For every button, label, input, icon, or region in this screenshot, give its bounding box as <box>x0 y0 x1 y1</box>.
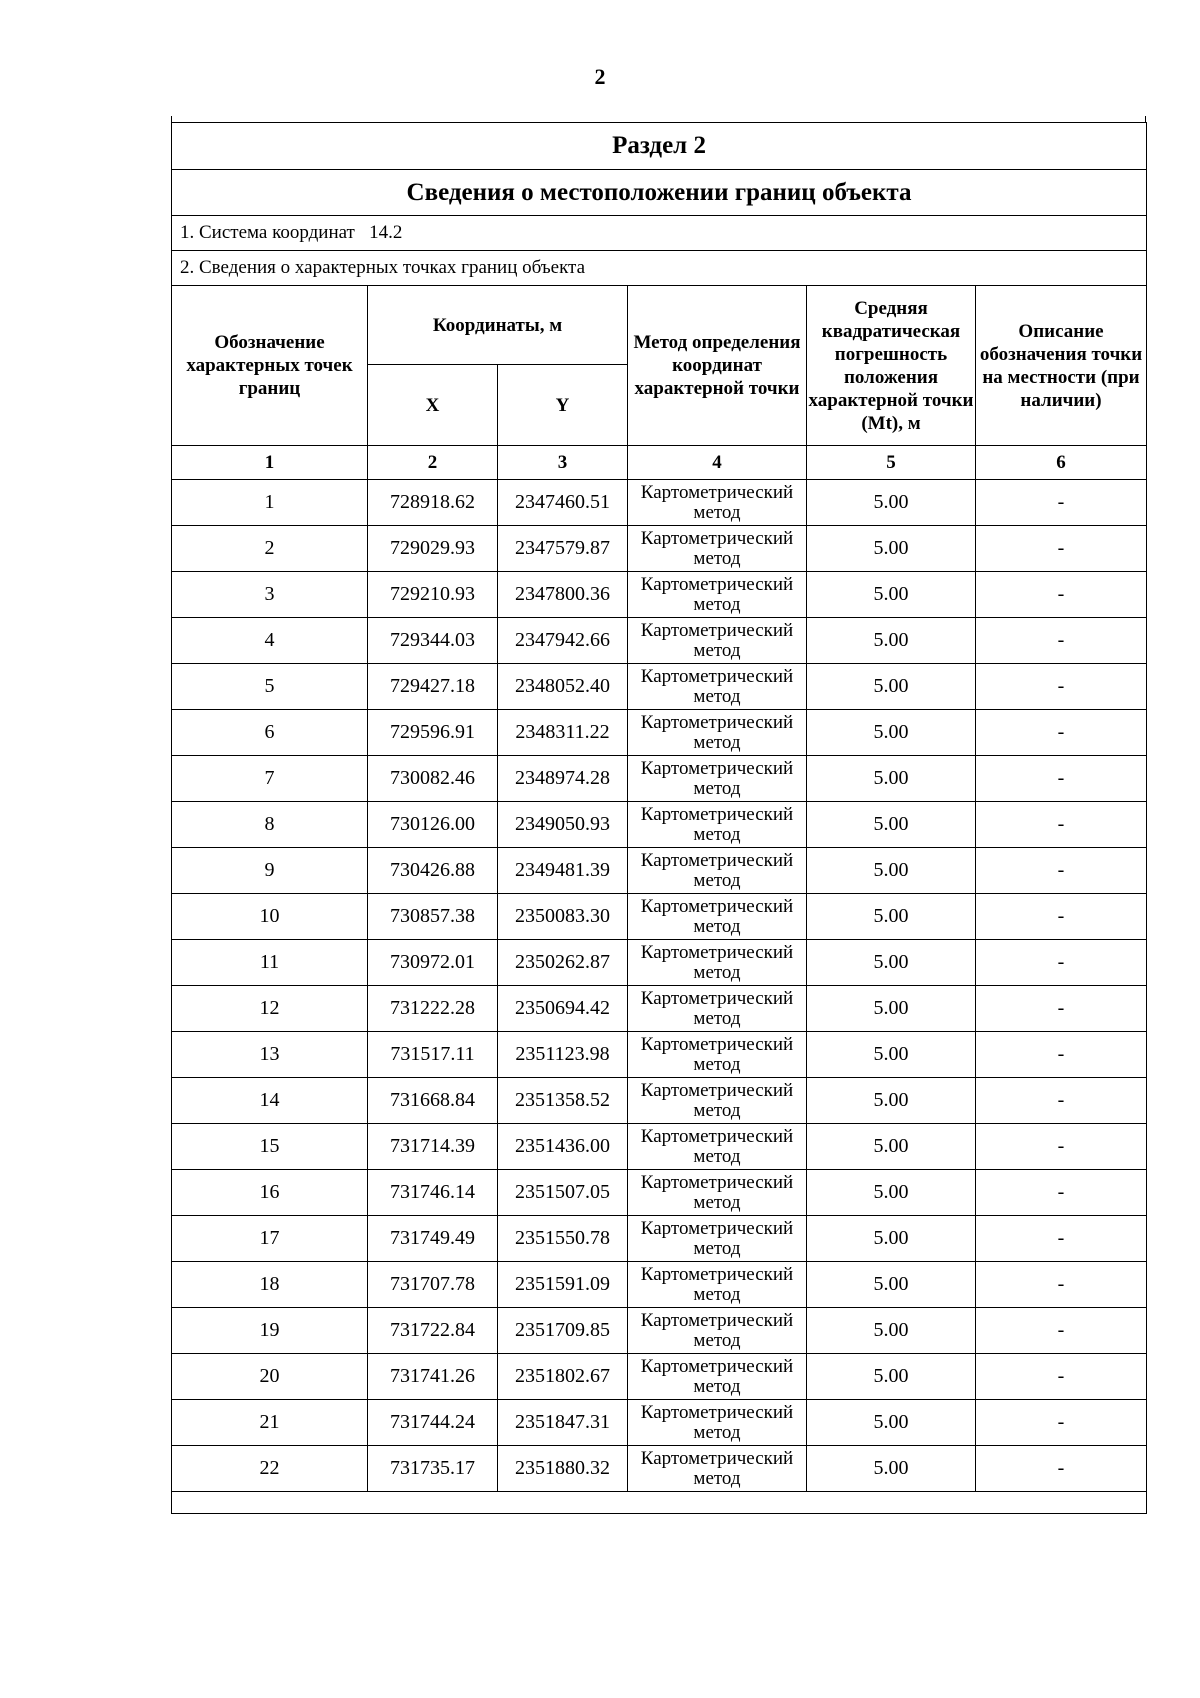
table-row <box>172 572 1147 618</box>
table-row <box>172 1216 1147 1262</box>
document-frame <box>171 116 1146 1514</box>
table-row <box>172 802 1147 848</box>
method-text: Картометрический метод <box>640 528 794 569</box>
method-cell <box>628 756 807 802</box>
description-cell: - <box>976 1124 1147 1170</box>
method-text: Картометрический метод <box>640 988 794 1029</box>
accuracy-cell: 5.00 <box>807 894 976 940</box>
coord-system-line <box>172 216 1147 251</box>
method-cell <box>628 618 807 664</box>
x-coordinate-cell: 730126.00 <box>368 802 498 848</box>
section-subtitle: Сведения о местоположении границ объекта <box>172 170 1147 216</box>
point-number-cell: 11 <box>172 940 368 986</box>
x-coordinate-cell: 731722.84 <box>368 1308 498 1354</box>
description-cell: - <box>976 802 1147 848</box>
y-coordinate-cell: 2347800.36 <box>498 572 628 618</box>
table-row <box>172 986 1147 1032</box>
method-cell <box>628 526 807 572</box>
accuracy-cell: 5.00 <box>807 1124 976 1170</box>
accuracy-cell: 5.00 <box>807 1170 976 1216</box>
table-footer-row <box>172 1492 1147 1514</box>
header-coordinates: Координаты, м <box>368 286 628 365</box>
y-coordinate-cell: 2347942.66 <box>498 618 628 664</box>
header-method: Метод определения координат характерной точки <box>628 286 807 446</box>
y-coordinate-cell: 2351591.09 <box>498 1262 628 1308</box>
table-row <box>172 710 1147 756</box>
accuracy-cell: 5.00 <box>807 1446 976 1492</box>
accuracy-cell: 5.00 <box>807 802 976 848</box>
y-coordinate-cell: 2348052.40 <box>498 664 628 710</box>
method-cell <box>628 986 807 1032</box>
accuracy-cell: 5.00 <box>807 1308 976 1354</box>
column-number: 3 <box>498 446 628 480</box>
method-cell <box>628 848 807 894</box>
point-number-cell: 8 <box>172 802 368 848</box>
description-cell: - <box>976 1032 1147 1078</box>
point-number-cell: 1 <box>172 480 368 526</box>
method-text: Картометрический метод <box>640 712 794 753</box>
y-coordinate-cell: 2351880.32 <box>498 1446 628 1492</box>
method-cell <box>628 710 807 756</box>
accuracy-cell: 5.00 <box>807 1032 976 1078</box>
table-row <box>172 1354 1147 1400</box>
table-row <box>172 1078 1147 1124</box>
accuracy-cell: 5.00 <box>807 664 976 710</box>
table-row <box>172 1308 1147 1354</box>
accuracy-cell: 5.00 <box>807 940 976 986</box>
method-text: Картометрический метод <box>640 804 794 845</box>
table-row <box>172 894 1147 940</box>
y-coordinate-cell: 2350083.30 <box>498 894 628 940</box>
accuracy-cell: 5.00 <box>807 848 976 894</box>
method-text: Картометрический метод <box>640 1448 794 1489</box>
column-number: 5 <box>807 446 976 480</box>
description-cell: - <box>976 1354 1147 1400</box>
method-cell <box>628 1400 807 1446</box>
accuracy-cell: 5.00 <box>807 1078 976 1124</box>
method-text: Картометрический метод <box>640 1310 794 1351</box>
method-cell <box>628 1216 807 1262</box>
point-number-cell: 20 <box>172 1354 368 1400</box>
y-coordinate-cell: 2349481.39 <box>498 848 628 894</box>
method-text: Картометрический метод <box>640 1264 794 1305</box>
y-coordinate-cell: 2348974.28 <box>498 756 628 802</box>
x-coordinate-cell: 729344.03 <box>368 618 498 664</box>
method-cell <box>628 802 807 848</box>
table-row <box>172 664 1147 710</box>
point-number-cell: 6 <box>172 710 368 756</box>
y-coordinate-cell: 2351358.52 <box>498 1078 628 1124</box>
x-coordinate-cell: 731746.14 <box>368 1170 498 1216</box>
table-row <box>172 756 1147 802</box>
method-cell <box>628 1262 807 1308</box>
point-number-cell: 22 <box>172 1446 368 1492</box>
y-coordinate-cell: 2350694.42 <box>498 986 628 1032</box>
accuracy-cell: 5.00 <box>807 572 976 618</box>
method-cell <box>628 940 807 986</box>
point-number-cell: 17 <box>172 1216 368 1262</box>
frame-tick-right <box>1145 116 1146 122</box>
description-cell: - <box>976 618 1147 664</box>
method-text: Картометрический метод <box>640 758 794 799</box>
point-number-cell: 15 <box>172 1124 368 1170</box>
method-text: Картометрический метод <box>640 850 794 891</box>
y-coordinate-cell: 2351802.67 <box>498 1354 628 1400</box>
description-cell: - <box>976 1308 1147 1354</box>
method-cell <box>628 1032 807 1078</box>
x-coordinate-cell: 728918.62 <box>368 480 498 526</box>
description-cell: - <box>976 940 1147 986</box>
x-coordinate-cell: 731735.17 <box>368 1446 498 1492</box>
method-cell <box>628 1124 807 1170</box>
coord-system-label: 1. Система координат <box>180 222 355 243</box>
description-cell: - <box>976 710 1147 756</box>
x-coordinate-cell: 731222.28 <box>368 986 498 1032</box>
method-cell <box>628 1078 807 1124</box>
column-number: 2 <box>368 446 498 480</box>
y-coordinate-cell: 2347460.51 <box>498 480 628 526</box>
x-coordinate-cell: 729596.91 <box>368 710 498 756</box>
x-coordinate-cell: 729029.93 <box>368 526 498 572</box>
x-coordinate-cell: 730857.38 <box>368 894 498 940</box>
point-number-cell: 5 <box>172 664 368 710</box>
description-cell: - <box>976 1262 1147 1308</box>
point-number-cell: 19 <box>172 1308 368 1354</box>
accuracy-cell: 5.00 <box>807 618 976 664</box>
method-text: Картометрический метод <box>640 1080 794 1121</box>
description-cell: - <box>976 1446 1147 1492</box>
description-cell: - <box>976 894 1147 940</box>
y-coordinate-cell: 2351123.98 <box>498 1032 628 1078</box>
accuracy-cell: 5.00 <box>807 1354 976 1400</box>
table-row <box>172 1262 1147 1308</box>
description-cell: - <box>976 480 1147 526</box>
x-coordinate-cell: 731744.24 <box>368 1400 498 1446</box>
method-text: Картометрический метод <box>640 1034 794 1075</box>
boundary-points-table <box>171 122 1147 1514</box>
method-text: Картометрический метод <box>640 1356 794 1397</box>
table-row <box>172 1400 1147 1446</box>
y-coordinate-cell: 2350262.87 <box>498 940 628 986</box>
x-coordinate-cell: 730972.01 <box>368 940 498 986</box>
accuracy-cell: 5.00 <box>807 986 976 1032</box>
header-y: Y <box>498 365 628 446</box>
point-number-cell: 14 <box>172 1078 368 1124</box>
x-coordinate-cell: 731749.49 <box>368 1216 498 1262</box>
point-number-cell: 12 <box>172 986 368 1032</box>
point-number-cell: 13 <box>172 1032 368 1078</box>
method-cell <box>628 1308 807 1354</box>
point-number-cell: 9 <box>172 848 368 894</box>
accuracy-cell: 5.00 <box>807 710 976 756</box>
method-text: Картометрический метод <box>640 666 794 707</box>
x-coordinate-cell: 730082.46 <box>368 756 498 802</box>
y-coordinate-cell: 2351550.78 <box>498 1216 628 1262</box>
method-text: Картометрический метод <box>640 1402 794 1443</box>
accuracy-cell: 5.00 <box>807 1400 976 1446</box>
point-number-cell: 10 <box>172 894 368 940</box>
method-text: Картометрический метод <box>640 942 794 983</box>
point-number-cell: 3 <box>172 572 368 618</box>
column-number: 1 <box>172 446 368 480</box>
y-coordinate-cell: 2349050.93 <box>498 802 628 848</box>
point-number-cell: 16 <box>172 1170 368 1216</box>
column-number: 6 <box>976 446 1147 480</box>
x-coordinate-cell: 731714.39 <box>368 1124 498 1170</box>
x-coordinate-cell: 731707.78 <box>368 1262 498 1308</box>
table-row <box>172 1124 1147 1170</box>
table-row <box>172 848 1147 894</box>
method-text: Картометрический метод <box>640 620 794 661</box>
table-footer-cell <box>172 1492 1147 1514</box>
y-coordinate-cell: 2351709.85 <box>498 1308 628 1354</box>
point-number-cell: 21 <box>172 1400 368 1446</box>
page-number: 2 <box>594 64 606 89</box>
table-row <box>172 526 1147 572</box>
description-cell: - <box>976 1078 1147 1124</box>
method-text: Картометрический метод <box>640 482 794 523</box>
frame-tick-left <box>171 116 172 122</box>
method-cell <box>628 894 807 940</box>
x-coordinate-cell: 731517.11 <box>368 1032 498 1078</box>
y-coordinate-cell: 2351436.00 <box>498 1124 628 1170</box>
method-text: Картометрический метод <box>640 1126 794 1167</box>
x-coordinate-cell: 731741.26 <box>368 1354 498 1400</box>
description-cell: - <box>976 572 1147 618</box>
header-description: Описание обозначения точки на местности (при наличии) <box>976 286 1147 446</box>
column-number: 4 <box>628 446 807 480</box>
point-number-cell: 4 <box>172 618 368 664</box>
y-coordinate-cell: 2347579.87 <box>498 526 628 572</box>
coord-system-value: 14.2 <box>369 222 403 243</box>
method-text: Картометрический метод <box>640 574 794 615</box>
y-coordinate-cell: 2348311.22 <box>498 710 628 756</box>
points-heading: 2. Сведения о характерных точках границ объекта <box>172 251 1147 286</box>
method-cell <box>628 1170 807 1216</box>
x-coordinate-cell: 729210.93 <box>368 572 498 618</box>
description-cell: - <box>976 986 1147 1032</box>
method-cell <box>628 480 807 526</box>
header-point-designation: Обозначение характерных точек границ <box>172 286 368 446</box>
header-accuracy: Средняя квадратическая погрешность положения характерной точки (Мt), м <box>807 286 976 446</box>
point-number-cell: 7 <box>172 756 368 802</box>
description-cell: - <box>976 1170 1147 1216</box>
accuracy-cell: 5.00 <box>807 1262 976 1308</box>
method-text: Картометрический метод <box>640 1218 794 1259</box>
accuracy-cell: 5.00 <box>807 756 976 802</box>
description-cell: - <box>976 664 1147 710</box>
method-text: Картометрический метод <box>640 1172 794 1213</box>
header-x: X <box>368 365 498 446</box>
method-cell <box>628 664 807 710</box>
description-cell: - <box>976 526 1147 572</box>
method-cell <box>628 1446 807 1492</box>
point-number-cell: 18 <box>172 1262 368 1308</box>
x-coordinate-cell: 729427.18 <box>368 664 498 710</box>
table-row <box>172 940 1147 986</box>
description-cell: - <box>976 1400 1147 1446</box>
table-row <box>172 1170 1147 1216</box>
method-text: Картометрический метод <box>640 896 794 937</box>
description-cell: - <box>976 1216 1147 1262</box>
x-coordinate-cell: 731668.84 <box>368 1078 498 1124</box>
table-row <box>172 1446 1147 1492</box>
method-cell <box>628 1354 807 1400</box>
accuracy-cell: 5.00 <box>807 1216 976 1262</box>
table-row <box>172 1032 1147 1078</box>
accuracy-cell: 5.00 <box>807 526 976 572</box>
y-coordinate-cell: 2351847.31 <box>498 1400 628 1446</box>
accuracy-cell: 5.00 <box>807 480 976 526</box>
description-cell: - <box>976 756 1147 802</box>
table-row <box>172 480 1147 526</box>
y-coordinate-cell: 2351507.05 <box>498 1170 628 1216</box>
point-number-cell: 2 <box>172 526 368 572</box>
method-cell <box>628 572 807 618</box>
x-coordinate-cell: 730426.88 <box>368 848 498 894</box>
section-title: Раздел 2 <box>172 123 1147 170</box>
table-row <box>172 618 1147 664</box>
description-cell: - <box>976 848 1147 894</box>
